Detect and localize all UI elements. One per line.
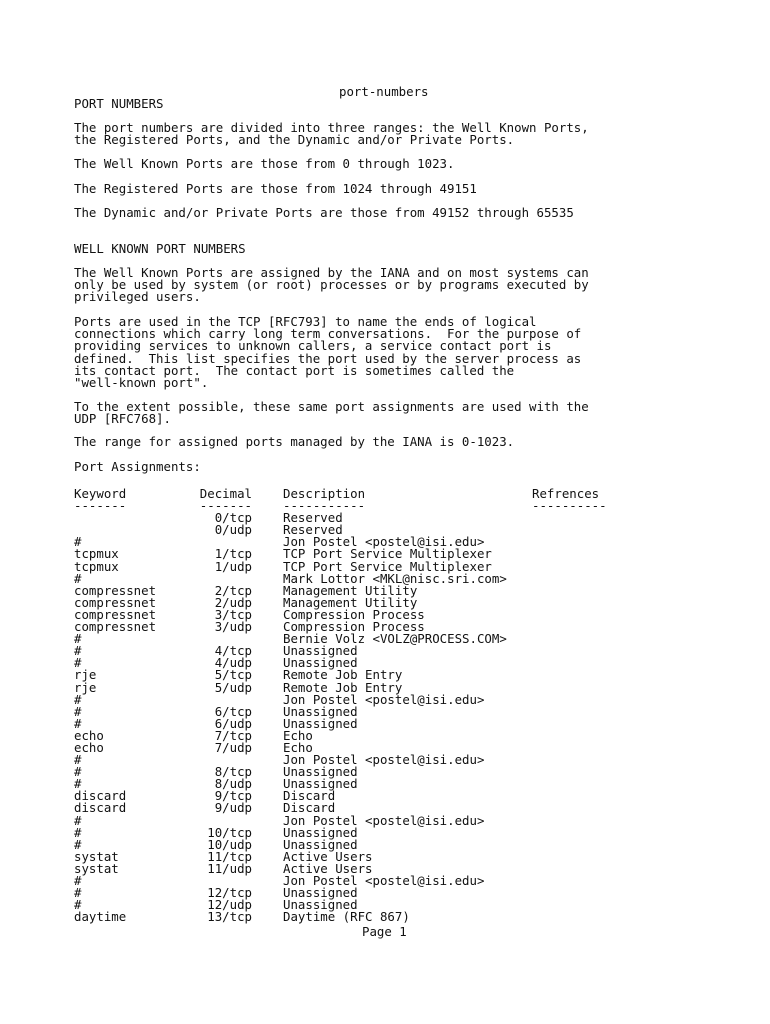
description-cell: Unassigned <box>283 885 358 901</box>
description-cell: Unassigned <box>283 703 358 719</box>
paragraph <box>74 461 201 473</box>
decimal-cell: 3/tcp <box>214 606 252 622</box>
paragraph <box>74 243 246 255</box>
decimal-cell: 6/tcp <box>214 703 252 719</box>
keyword-cell: systat <box>74 860 119 876</box>
keyword-cell: tcpmux <box>74 546 119 562</box>
description-cell: Compression Process <box>283 606 425 622</box>
description-cell: Jon Postel <postel@isi.edu> <box>283 812 485 828</box>
decimal-cell: 8/tcp <box>214 764 252 780</box>
paragraph-line: The Registered Ports are those from 1024 through 49151 <box>74 181 477 196</box>
header-underline: ----------- <box>283 498 366 514</box>
keyword-cell: # <box>74 812 82 828</box>
description-cell: Unassigned <box>283 897 358 913</box>
paragraph <box>74 158 454 170</box>
paragraph <box>74 207 574 219</box>
paragraph <box>74 183 477 195</box>
header-underline: ------- <box>74 498 127 514</box>
document-title: port-numbers <box>339 84 429 99</box>
paragraph-line: the Registered Ports, and the Dynamic and/or Private Ports. <box>74 132 515 148</box>
description-cell: Remote Job Entry <box>283 667 403 683</box>
description-cell: Unassigned <box>283 776 358 792</box>
keyword-cell: compressnet <box>74 606 157 622</box>
description-cell: Echo <box>283 739 313 755</box>
paragraph-line: providing services to unknown callers, a service contact port is <box>74 338 552 354</box>
decimal-cell: 4/udp <box>214 655 252 671</box>
decimal-cell: 10/udp <box>207 836 252 852</box>
description-cell: Unassigned <box>283 715 358 731</box>
description-cell: TCP Port Service Multiplexer <box>283 546 492 562</box>
decimal-cell: 5/tcp <box>214 667 252 683</box>
keyword-cell: # <box>74 885 82 901</box>
description-cell: Jon Postel <postel@isi.edu> <box>283 534 485 550</box>
description-header: Description <box>283 486 366 501</box>
decimal-cell: 5/udp <box>214 679 252 695</box>
decimal-header: Decimal <box>199 486 252 501</box>
decimal-cell: 6/udp <box>214 715 252 731</box>
paragraph <box>74 316 581 389</box>
decimal-cell: 9/tcp <box>214 788 252 804</box>
keyword-cell: # <box>74 836 82 852</box>
description-cell: Management Utility <box>283 582 418 598</box>
decimal-cell: 7/tcp <box>214 727 252 743</box>
keyword-cell: # <box>74 824 82 840</box>
keyword-cell: # <box>74 655 82 671</box>
paragraph-line: The Well Known Ports are those from 0 through 1023. <box>74 156 455 171</box>
keyword-cell: # <box>74 715 82 731</box>
keyword-cell: # <box>74 534 82 550</box>
description-cell: Bernie Volz <VOLZ@PROCESS.COM> <box>283 631 507 647</box>
decimal-cell: 1/udp <box>214 558 252 574</box>
description-cell: Unassigned <box>283 655 358 671</box>
description-cell: Active Users <box>283 848 373 864</box>
decimal-cell: 12/tcp <box>207 885 252 901</box>
paragraph-line: "well-known port". <box>74 375 209 391</box>
decimal-cell: 8/udp <box>214 776 252 792</box>
paragraph-line: only be used by system (or root) processes or by programs executed by <box>74 277 589 293</box>
decimal-cell: 13/tcp <box>207 909 252 925</box>
keyword-cell: discard <box>74 788 127 804</box>
description-cell: Jon Postel <postel@isi.edu> <box>283 752 485 768</box>
keyword-cell: # <box>74 570 82 586</box>
keyword-cell: # <box>74 703 82 719</box>
keyword-cell: # <box>74 764 82 780</box>
paragraph-line: Port Assignments: <box>74 459 201 474</box>
paragraph-line: The port numbers are divided into three ranges: the Well Known Ports, <box>74 120 589 135</box>
paragraph-line: To the extent possible, these same port assignments are used with the <box>74 399 589 414</box>
keyword-cell: # <box>74 873 82 888</box>
keyword-cell: # <box>74 897 82 913</box>
decimal-cell: 4/tcp <box>214 643 252 659</box>
keyword-cell: rje <box>74 667 97 683</box>
description-cell: Mark Lottor <MKL@nisc.sri.com> <box>283 570 507 586</box>
description-cell: Unassigned <box>283 764 358 780</box>
paragraph-line: UDP [RFC768]. <box>74 411 171 427</box>
decimal-cell: 0/tcp <box>214 510 252 526</box>
keyword-cell: discard <box>74 800 127 816</box>
decimal-cell: 9/udp <box>214 800 252 816</box>
decimal-cell: 2/udp <box>214 594 252 610</box>
paragraph-line: The range for assigned ports managed by the IANA is 0-1023. <box>74 434 515 449</box>
paragraph-line: defined. This list specifies the port used by the server process as <box>74 350 582 366</box>
decimal-cell: 11/tcp <box>207 848 252 864</box>
description-cell: Management Utility <box>283 594 418 610</box>
description-cell: Compression Process <box>283 619 425 635</box>
keyword-cell: # <box>74 752 82 768</box>
decimal-cell: 11/udp <box>207 860 252 876</box>
keyword-cell: echo <box>74 727 104 743</box>
keyword-cell: # <box>74 643 82 659</box>
paragraph-line: connections which carry long term conversations. For the purpose of <box>74 326 582 342</box>
keyword-cell: rje <box>74 679 97 695</box>
paragraph <box>74 122 589 146</box>
description-cell: TCP Port Service Multiplexer <box>283 558 492 574</box>
keyword-cell: tcpmux <box>74 558 119 574</box>
page-number: Page 1 <box>362 924 407 939</box>
keyword-cell: daytime <box>74 909 127 925</box>
description-cell: Daytime (RFC 867) <box>283 909 410 925</box>
description-cell: Active Users <box>283 860 373 876</box>
decimal-cell: 10/tcp <box>207 824 252 840</box>
description-cell: Unassigned <box>283 643 358 659</box>
keyword-cell: # <box>74 631 82 647</box>
decimal-cell: 0/udp <box>214 522 252 538</box>
paragraph-line: The Well Known Ports are assigned by the IANA and on most systems can <box>74 265 589 280</box>
description-cell: Jon Postel <postel@isi.edu> <box>283 691 485 707</box>
description-cell: Discard <box>283 800 336 816</box>
header-underline: ---------- <box>532 498 607 514</box>
paragraph-line: PORT NUMBERS <box>74 96 164 111</box>
paragraph <box>74 267 589 304</box>
paragraph-line: Ports are used in the TCP [RFC793] to name the ends of logical <box>74 314 537 329</box>
header-underline: ------- <box>199 498 252 514</box>
keyword-cell: compressnet <box>74 619 157 635</box>
keyword-cell: systat <box>74 848 119 864</box>
keyword-cell: # <box>74 691 82 707</box>
keyword-header: Keyword <box>74 486 127 501</box>
description-cell: Reserved <box>283 510 343 526</box>
keyword-cell: echo <box>74 739 104 755</box>
description-cell: Discard <box>283 788 336 804</box>
description-cell: Echo <box>283 727 313 743</box>
description-cell: Reserved <box>283 522 343 538</box>
decimal-cell: 12/udp <box>207 897 252 913</box>
decimal-cell: 3/udp <box>214 619 252 635</box>
paragraph <box>74 98 164 110</box>
keyword-cell: compressnet <box>74 594 157 610</box>
references-header: Refrences <box>532 486 600 501</box>
decimal-cell: 7/udp <box>214 739 252 755</box>
description-cell: Unassigned <box>283 836 358 852</box>
paragraph <box>74 436 514 448</box>
description-cell: Jon Postel <postel@isi.edu> <box>283 873 485 888</box>
keyword-cell: # <box>74 776 82 792</box>
description-cell: Remote Job Entry <box>283 679 403 695</box>
paragraph-line: The Dynamic and/or Private Ports are those from 49152 through 65535 <box>74 205 574 220</box>
paragraph-line: privileged users. <box>74 289 201 305</box>
paragraph <box>74 401 589 425</box>
paragraph-line: its contact port. The contact port is sometimes called the <box>74 362 515 378</box>
paragraph-line: WELL KNOWN PORT NUMBERS <box>74 241 246 256</box>
decimal-cell: 2/tcp <box>214 582 252 598</box>
keyword-cell: compressnet <box>74 582 157 598</box>
decimal-cell: 1/tcp <box>214 546 252 562</box>
description-cell: Unassigned <box>283 824 358 840</box>
